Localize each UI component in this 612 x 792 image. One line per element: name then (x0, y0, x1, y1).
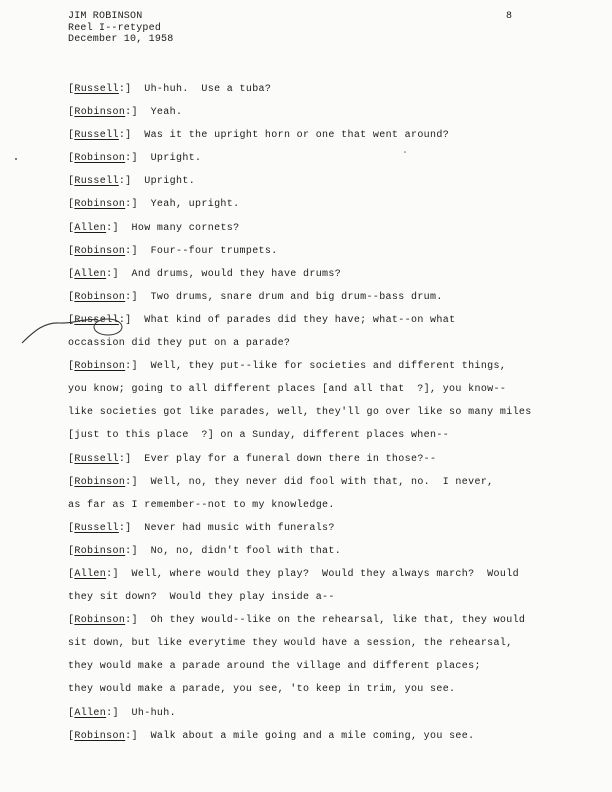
speech-text: :] Four--four trumpets. (125, 245, 278, 257)
speech-text: sit down, but like everytime they would have a session, the rehearsal, (68, 638, 513, 650)
speaker-name: Robinson (74, 245, 126, 257)
bracket-open: [ (68, 361, 75, 373)
bracket-open: [ (68, 476, 75, 488)
bracket-open: [ (68, 84, 75, 95)
speaker-name: Robinson (74, 153, 126, 165)
speech-text: :] Oh they would--like on the rehearsal, like that, they would (125, 615, 526, 627)
bracket-open: [ (68, 568, 75, 580)
bracket-open: [ (68, 153, 75, 165)
speaker-name: Russell (74, 84, 119, 95)
speaker-name: Russell (74, 453, 119, 465)
speaker-name: Allen (74, 222, 107, 234)
bracket-open: [ (68, 222, 75, 234)
bracket-open: [ (68, 615, 75, 627)
speaker-name: Allen (74, 707, 107, 719)
header-name: JIM ROBINSON (68, 11, 143, 22)
bracket-open: [ (68, 453, 75, 465)
speech-text: :] What kind of parades did they have; what--on what (118, 314, 456, 326)
speaker-name: Robinson (74, 361, 126, 373)
speech-text: :] Well, no, they never did fool with that, no. I never, (125, 476, 494, 488)
speech-text: :] Uh-huh. (106, 707, 176, 719)
speaker-name: Robinson (74, 730, 126, 742)
speech-text: they would make a parade, you see, 'to keep in trim, you see. (68, 684, 456, 696)
speech-text: :] Upright. (125, 153, 202, 165)
speech-text: like societies got like parades, well, they'll go over like so many miles (68, 407, 532, 419)
bracket-open: [ (68, 268, 75, 280)
bracket-open: [ (68, 314, 75, 326)
speech-text: :] Yeah. (125, 107, 183, 119)
speaker-name: Allen (74, 268, 107, 280)
speaker-name: Robinson (74, 545, 126, 557)
speech-text: :] Uh-huh. Use a tuba? (118, 84, 272, 95)
speech-text: :] Well, they put--like for societies and different things, (125, 361, 507, 373)
ink-dot-mark (15, 158, 17, 160)
speaker-name: Allen (74, 568, 107, 580)
speech-text: :] Yeah, upright. (125, 199, 240, 211)
speaker-name: Robinson (74, 291, 126, 303)
bracket-open: [ (68, 545, 75, 557)
speech-text: :] Two drums, snare drum and big drum--bass drum. (125, 291, 443, 303)
bracket-open: [ (68, 245, 75, 257)
speaker-name: Robinson (74, 615, 126, 627)
speech-text: they sit down? Would they play inside a-- (68, 592, 335, 604)
bracket-open: [ (68, 522, 75, 534)
speech-text: :] And drums, would they have drums? (106, 268, 342, 280)
correction-circle-mark (94, 319, 122, 335)
speech-text: :] Upright. (118, 176, 196, 188)
speaker-name: Russell (74, 130, 119, 142)
bracket-open: [ (68, 291, 75, 303)
header-date: December 10, 1958 (68, 34, 174, 45)
speech-text: [just to this place ?] on a Sunday, different places when-- (68, 430, 450, 442)
speaker-name: Robinson (74, 107, 126, 119)
bracket-open: [ (68, 130, 75, 142)
header-reel: Reel I--retyped (68, 22, 162, 34)
speaker-name: Russell (74, 314, 119, 326)
speech-text: :] Walk about a mile going and a mile coming, you see. (125, 730, 475, 742)
page-number: 8 (506, 11, 513, 22)
speech-text: :] Ever play for a funeral down there in those?-- (118, 453, 437, 465)
speech-text: :] Never had music with funerals? (118, 522, 335, 534)
speaker-name: Russell (74, 522, 119, 534)
speaker-name: Robinson (74, 476, 126, 488)
ink-dot-mark (404, 151, 406, 153)
speaker-name: Russell (74, 176, 119, 188)
bracket-open: [ (68, 199, 75, 211)
speech-text: as far as I remember--not to my knowledge. (68, 499, 335, 511)
speech-text: :] Was it the upright horn or one that went around? (118, 130, 450, 142)
speech-text: you know; going to all different places [and all that ?], you know-- (68, 384, 507, 396)
speech-text: :] No, no, didn't fool with that. (125, 545, 342, 557)
margin-arrow-mark (22, 320, 98, 343)
bracket-open: [ (68, 176, 75, 188)
speaker-name: Robinson (74, 199, 126, 211)
speech-text: :] Well, where would they play? Would they always march? Would (106, 568, 519, 580)
speech-text: they would make a parade around the village and different places; (68, 661, 481, 673)
bracket-open: [ (68, 107, 75, 119)
bracket-open: [ (68, 707, 75, 719)
speech-text: :] How many cornets? (106, 222, 240, 234)
bracket-open: [ (68, 730, 75, 742)
speech-text: occassion did they put on a parade? (68, 338, 291, 350)
